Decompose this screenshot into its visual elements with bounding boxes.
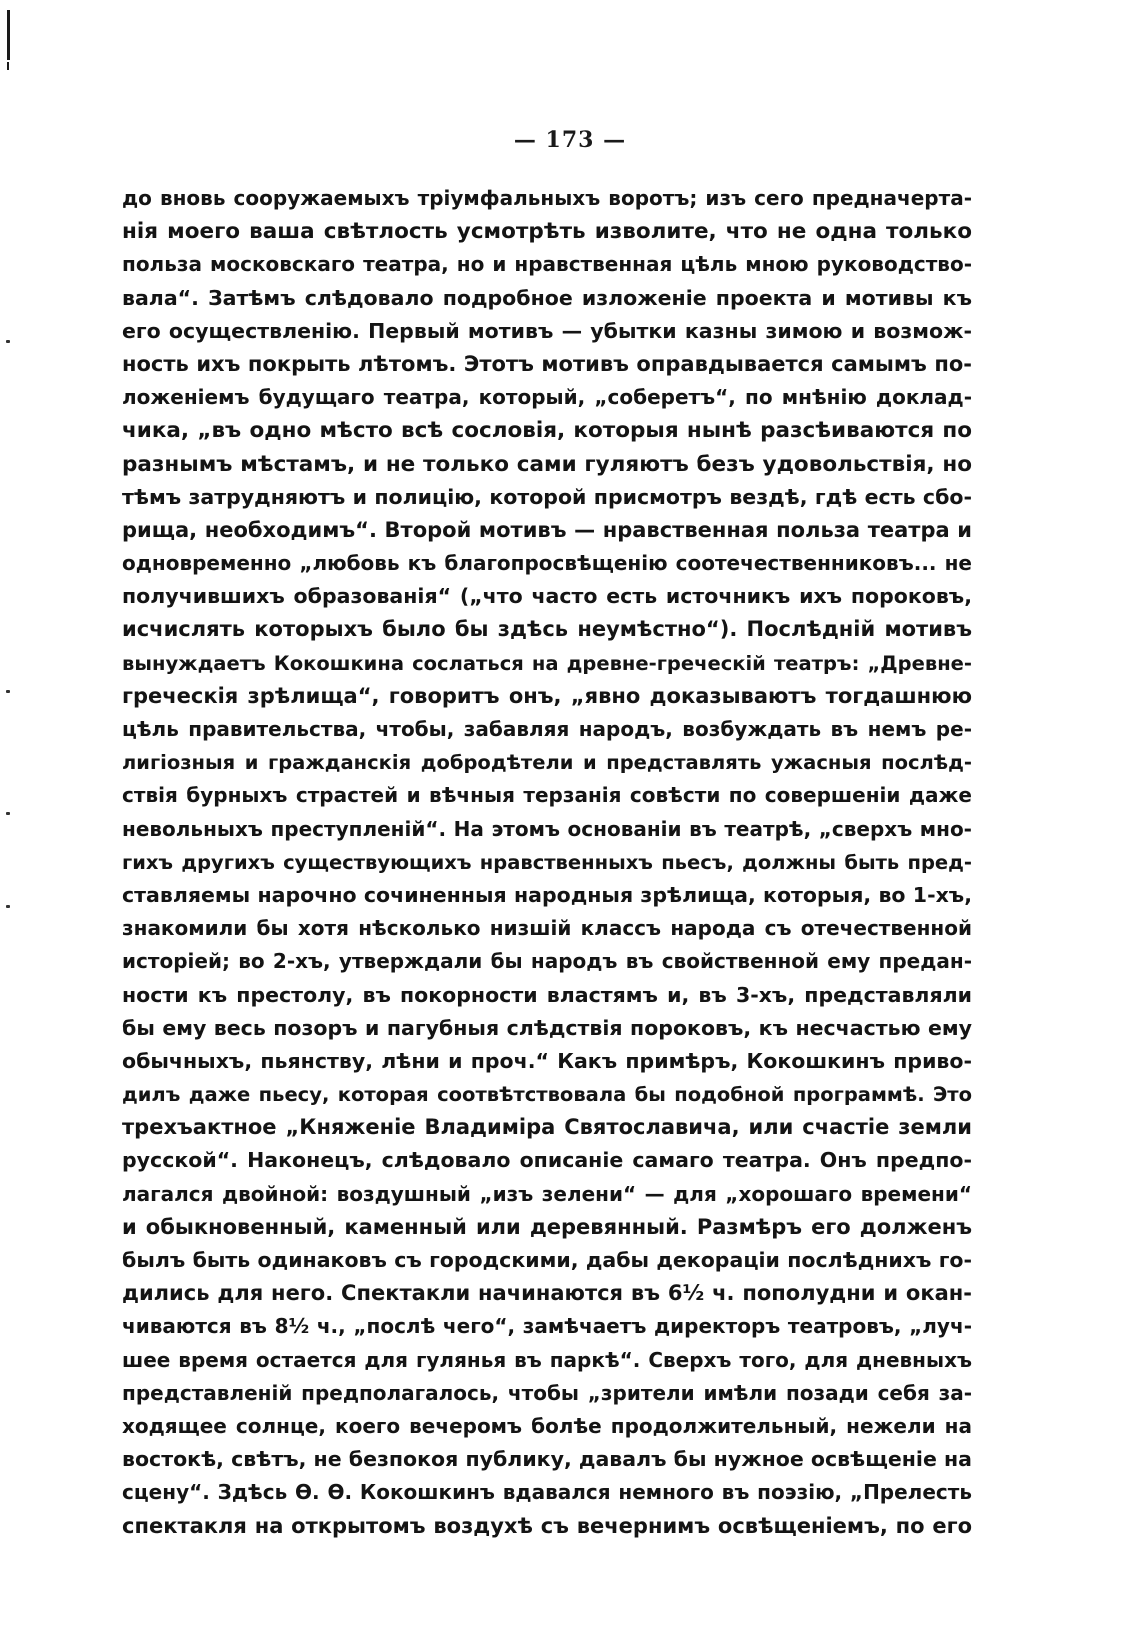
- body-text: [122, 182, 972, 1543]
- text-line: ходящее солнце, коего вечеромъ болѣе продолжительный, нежели на: [122, 1413, 972, 1438]
- text-line: цѣль правительства, чтобы, забавляя народъ, возбуждать въ немъ ре-: [122, 717, 972, 741]
- text-line: сцену“. Здѣсь Ѳ. Ѳ. Кокошкинъ вдавался немного въ поэзію, „Прелесть: [122, 1480, 972, 1505]
- scan-speck: [6, 905, 10, 908]
- text-line: тѣмъ затрудняютъ и полицію, которой присмотръ вездѣ, гдѣ есть сбо-: [122, 484, 972, 509]
- text-line: получившихъ образованія“ („что часто есть источникъ ихъ пороковъ,: [122, 584, 972, 609]
- text-line: греческія зрѣлища“, говоритъ онъ, „явно доказываютъ тогдашнюю: [122, 683, 972, 708]
- text-line: лагался двойной: воздушный „изъ зелени“ — для „хорошаго времени“: [122, 1181, 972, 1206]
- text-line: востокѣ, свѣтъ, не безпокоя публику, давалъ бы нужное освѣщеніе на: [122, 1447, 972, 1472]
- text-line: невольныхъ преступленій“. На этомъ основаніи въ театрѣ, „сверхъ мно-: [122, 816, 972, 841]
- text-line: представленій предполагалось, чтобы „зрители имѣли позади себя за-: [122, 1380, 972, 1405]
- text-line: былъ быть одинаковъ съ городскими, дабы декораціи послѣднихъ го-: [122, 1248, 972, 1272]
- text-line: нія моего ваша свѣтлость усмотрѣть изволите, что не одна только: [122, 219, 972, 245]
- text-line: чиваются въ 8½ ч., „послѣ чего“, замѣчаетъ директоръ театровъ, „луч-: [122, 1314, 972, 1339]
- page-number: — 173 —: [513, 127, 627, 153]
- text-line: до вновь сооружаемыхъ тріумфальныхъ воротъ; изъ сего предначерта-: [122, 186, 972, 210]
- scan-speck: [6, 812, 10, 815]
- text-line: ставляемы нарочно сочиненныя народныя зрѣлища, которыя, во 1-хъ,: [122, 882, 972, 907]
- text-line: ности къ престолу, въ покорности властямъ и, въ 3-хъ, представляли: [122, 982, 972, 1007]
- text-line: его осуществленію. Первый мотивъ — убытки казны зимою и возмож-: [122, 318, 972, 343]
- text-line: дились для него. Спектакли начинаются въ 6½ ч. пополудни и окан-: [122, 1281, 972, 1306]
- text-line: бы ему весь позоръ и пагубныя слѣдствія пороковъ, къ несчастью ему: [122, 1015, 972, 1040]
- scan-speck: [6, 690, 10, 693]
- text-line: ложеніемъ будущаго театра, который, „соберетъ“, по мнѣнію доклад-: [122, 385, 972, 410]
- text-line: трехъактное „Княженіе Владиміра Святославича, или счастіе земли: [122, 1115, 972, 1140]
- text-line: одновременно „любовь къ благопросвѣщенію соотечественниковъ... не: [122, 551, 972, 576]
- text-line: и обыкновенный, каменный или деревянный. Размѣръ его долженъ: [122, 1214, 972, 1239]
- text-line: вала“. Затѣмъ слѣдовало подробное изложеніе проекта и мотивы къ: [122, 285, 972, 310]
- text-line: знакомили бы хотя нѣсколько низшій классъ народа съ отечественной: [122, 916, 972, 941]
- text-line: исторіей; во 2-хъ, утверждали бы народъ въ свойственной ему предан-: [122, 949, 972, 974]
- text-line: спектакля на открытомъ воздухѣ съ вечернимъ освѣщеніемъ, по его: [122, 1513, 972, 1538]
- text-line: вынуждаетъ Кокошкина сослаться на древне-греческій театръ: „Древне-: [122, 651, 972, 675]
- scan-edge-mark: [7, 10, 10, 60]
- text-line: ность ихъ покрыть лѣтомъ. Этотъ мотивъ оправдывается самымъ по-: [122, 351, 972, 376]
- text-line: разнымъ мѣстамъ, и не только сами гуляютъ безъ удовольствія, но: [122, 451, 972, 477]
- scan-speck: [6, 340, 10, 343]
- text-line: чика, „въ одно мѣсто всѣ сословія, которыя нынѣ разсѣиваются по: [122, 418, 972, 444]
- text-line: дилъ даже пьесу, которая соотвѣтствовала бы подобной программѣ. Это: [122, 1083, 972, 1107]
- text-line: рища, необходимъ“. Второй мотивъ — нравственная польза театра и: [122, 517, 972, 542]
- text-line: шее время остается для гулянья въ паркѣ“. Сверхъ того, для дневныхъ: [122, 1347, 972, 1372]
- text-line: польза московскаго театра, но и нравственная цѣль мною руководство-: [122, 252, 972, 277]
- text-line: исчислять которыхъ было бы здѣсь неумѣстно“). Послѣдній мотивъ: [122, 617, 972, 642]
- text-line: гихъ другихъ существующихъ нравственныхъ пьесъ, должны быть пред-: [122, 850, 972, 874]
- text-line: русской“. Наконецъ, слѣдовало описаніе самаго театра. Онъ предпо-: [122, 1148, 972, 1173]
- text-line: обычныхъ, пьянству, лѣни и проч.“ Какъ примѣръ, Кокошкинъ приво-: [122, 1048, 972, 1073]
- scan-edge-mark-small: [7, 62, 9, 70]
- text-line: лигіозныя и гражданскія добродѣтели и представлять ужасныя послѣд-: [122, 751, 972, 775]
- text-line: ствія бурныхъ страстей и вѣчныя терзанія совѣсти по совершеніи даже: [122, 783, 972, 808]
